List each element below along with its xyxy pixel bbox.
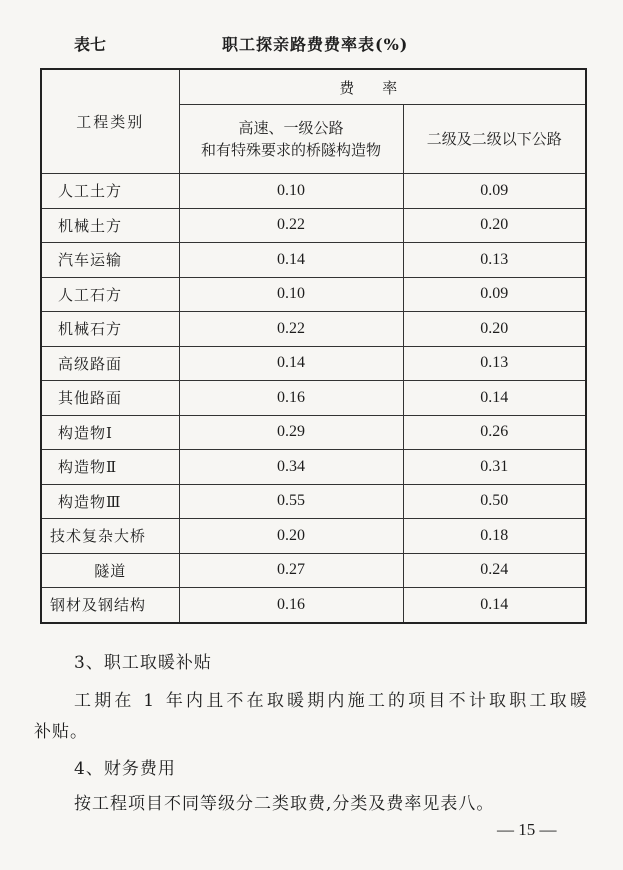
table-row (41, 484, 586, 519)
row-col2-value: 0.13 (403, 346, 586, 381)
row-col1-value: 0.22 (179, 312, 403, 347)
row-col2-value: 0.24 (403, 553, 586, 588)
table-row (41, 553, 586, 588)
row-col2-value: 0.31 (403, 450, 586, 485)
row-col1-value: 0.14 (179, 243, 403, 278)
row-category: 机械土方 (41, 208, 179, 243)
row-category: 隧道 (41, 553, 179, 588)
table-label: 表七 (74, 35, 107, 54)
row-col1-value: 0.10 (179, 174, 403, 209)
header-col1 (179, 105, 403, 174)
row-col2-value: 0.14 (403, 381, 586, 416)
row-category: 高级路面 (41, 346, 179, 381)
row-col2-value: 0.14 (403, 588, 586, 623)
table-row (41, 277, 586, 312)
row-category: 人工石方 (41, 277, 179, 312)
row-col1-value: 0.20 (179, 519, 403, 554)
section-3-text-line2: 补贴。 (34, 722, 88, 742)
header-category: 工程类别 (41, 69, 179, 174)
row-col2-value: 0.18 (403, 519, 586, 554)
section-4-text: 按工程项目不同等级分二类取费,分类及费率见表八。 (74, 794, 495, 814)
row-col2-value: 0.09 (403, 174, 586, 209)
section-4-heading: 4、财务费用 (74, 759, 176, 779)
section-3-heading: 3、职工取暖补贴 (74, 653, 212, 673)
row-category: 构造物Ⅱ (41, 450, 179, 485)
row-col2-value: 0.09 (403, 277, 586, 312)
row-col2-value: 0.20 (403, 208, 586, 243)
rate-table (40, 68, 587, 624)
table-row (41, 415, 586, 450)
table-row (41, 519, 586, 554)
page-number: — 15 — (497, 820, 557, 839)
row-col1-value: 0.16 (179, 588, 403, 623)
row-category: 机械石方 (41, 312, 179, 347)
row-col1-value: 0.22 (179, 208, 403, 243)
section-3-text-line1: 工期在 1 年内且不在取暖期内施工的项目不计取职工取暖 (74, 691, 591, 711)
row-col2-value: 0.13 (403, 243, 586, 278)
row-col2-value: 0.26 (403, 415, 586, 450)
table-row (41, 588, 586, 623)
header-col2: 二级及二级以下公路 (403, 105, 586, 174)
header-rate-group: 费率 (179, 69, 586, 105)
row-category: 钢材及钢结构 (41, 588, 179, 623)
row-col1-value: 0.34 (179, 450, 403, 485)
row-category: 人工土方 (41, 174, 179, 209)
row-category: 其他路面 (41, 381, 179, 416)
row-col1-value: 0.16 (179, 381, 403, 416)
row-col1-value: 0.27 (179, 553, 403, 588)
row-col1-value: 0.10 (179, 277, 403, 312)
table-row (41, 243, 586, 278)
row-col1-value: 0.14 (179, 346, 403, 381)
table-row (41, 174, 586, 209)
row-category: 构造物Ⅲ (41, 484, 179, 519)
row-category: 汽车运输 (41, 243, 179, 278)
row-category: 技术复杂大桥 (41, 519, 179, 554)
header-col1-line2: 和有特殊要求的桥隧构造物 (200, 141, 381, 159)
table-row (41, 381, 586, 416)
row-category: 构造物Ⅰ (41, 415, 179, 450)
row-col1-value: 0.55 (179, 484, 403, 519)
row-col2-value: 0.50 (403, 484, 586, 519)
table-row (41, 450, 586, 485)
row-col1-value: 0.29 (179, 415, 403, 450)
table-title: 职工探亲路费费率表(%) (222, 35, 409, 54)
table-row (41, 312, 586, 347)
row-col2-value: 0.20 (403, 312, 586, 347)
table-row (41, 208, 586, 243)
table-row (41, 346, 586, 381)
header-col1-line1: 高速、一级公路 (238, 119, 344, 137)
